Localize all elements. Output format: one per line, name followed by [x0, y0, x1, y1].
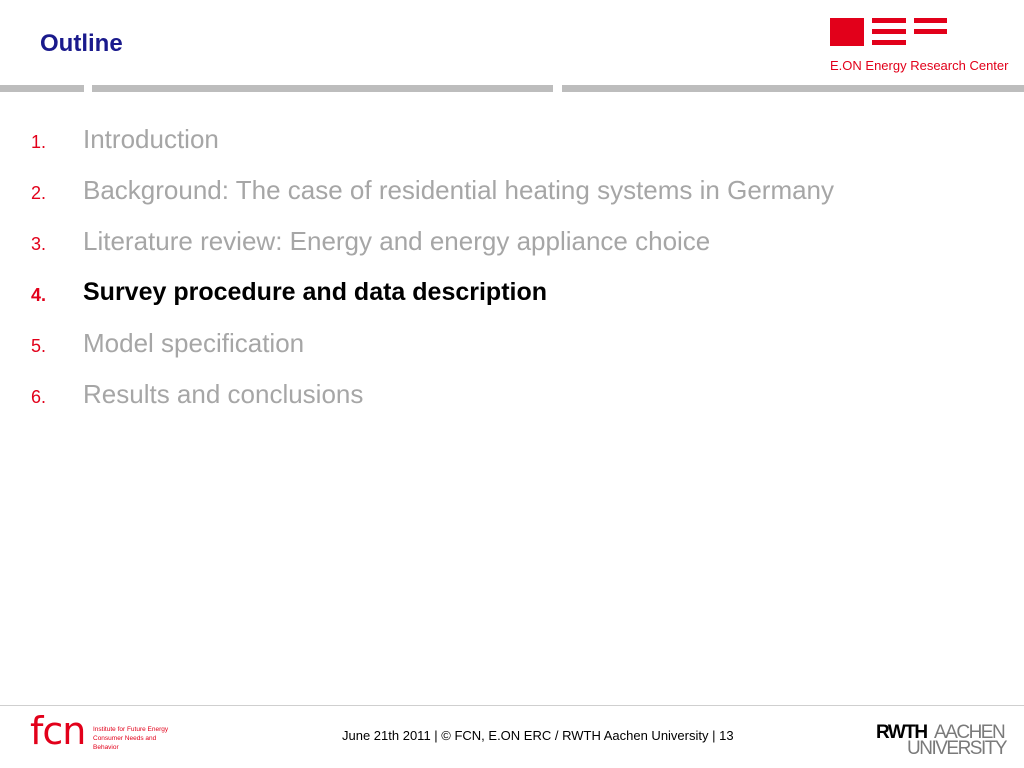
- rwth-logo-bold: RWTH: [876, 722, 927, 743]
- agenda-label: Background: The case of residential heating systems in Germany: [83, 175, 835, 205]
- fcn-logo: [30, 709, 180, 758]
- agenda-number: 2.: [31, 183, 47, 203]
- agenda-label: Literature review: Energy and energy appliance choice: [83, 226, 711, 256]
- header-divider: [92, 85, 553, 92]
- footer-caption: June 21th 2011 | © FCN, E.ON ERC / RWTH Aachen University | 13: [342, 728, 734, 743]
- agenda-label: Model specification: [83, 328, 305, 358]
- eon-stripe: [914, 29, 947, 34]
- agenda-item: [0, 122, 1024, 173]
- eon-red-square: [830, 18, 864, 46]
- agenda-number: 6.: [31, 387, 47, 407]
- header-divider: [562, 85, 1024, 92]
- eon-energy-research-center-logo: [830, 17, 1009, 77]
- agenda-number: 4.: [31, 285, 47, 305]
- agenda-number: 3.: [31, 234, 47, 254]
- rwth-logo-university: UNIVERSITY: [907, 738, 1007, 759]
- eon-stripe: [872, 29, 906, 34]
- footer-divider: [0, 705, 1024, 706]
- page-title: Outline: [40, 30, 123, 57]
- rwth-aachen-logo: [876, 722, 1007, 760]
- agenda-label: Survey procedure and data description: [83, 278, 548, 306]
- agenda-number: 5.: [31, 336, 47, 356]
- rwth-logo-light: AACHEN: [934, 722, 1005, 743]
- agenda-number: 1.: [31, 132, 47, 152]
- agenda-item-current: [0, 275, 1024, 326]
- agenda-item: [0, 173, 1024, 224]
- eon-stripe: [872, 40, 906, 45]
- agenda-label: Results and conclusions: [83, 379, 364, 409]
- eon-logo-text: E.ON Energy Research Center: [830, 58, 1009, 73]
- header-divider: [0, 85, 84, 92]
- fcn-logo-subtitle: Institute for Future Energy Consumer Needs and Behavior: [93, 726, 169, 751]
- agenda-label: Introduction: [83, 124, 219, 154]
- agenda-list: [0, 122, 1024, 428]
- agenda-item: [0, 224, 1024, 275]
- fcn-logo-mark: fcn: [30, 709, 86, 753]
- eon-stripe: [914, 18, 947, 23]
- agenda-item: [0, 326, 1024, 377]
- eon-stripe: [872, 18, 906, 23]
- agenda-item: [0, 377, 1024, 428]
